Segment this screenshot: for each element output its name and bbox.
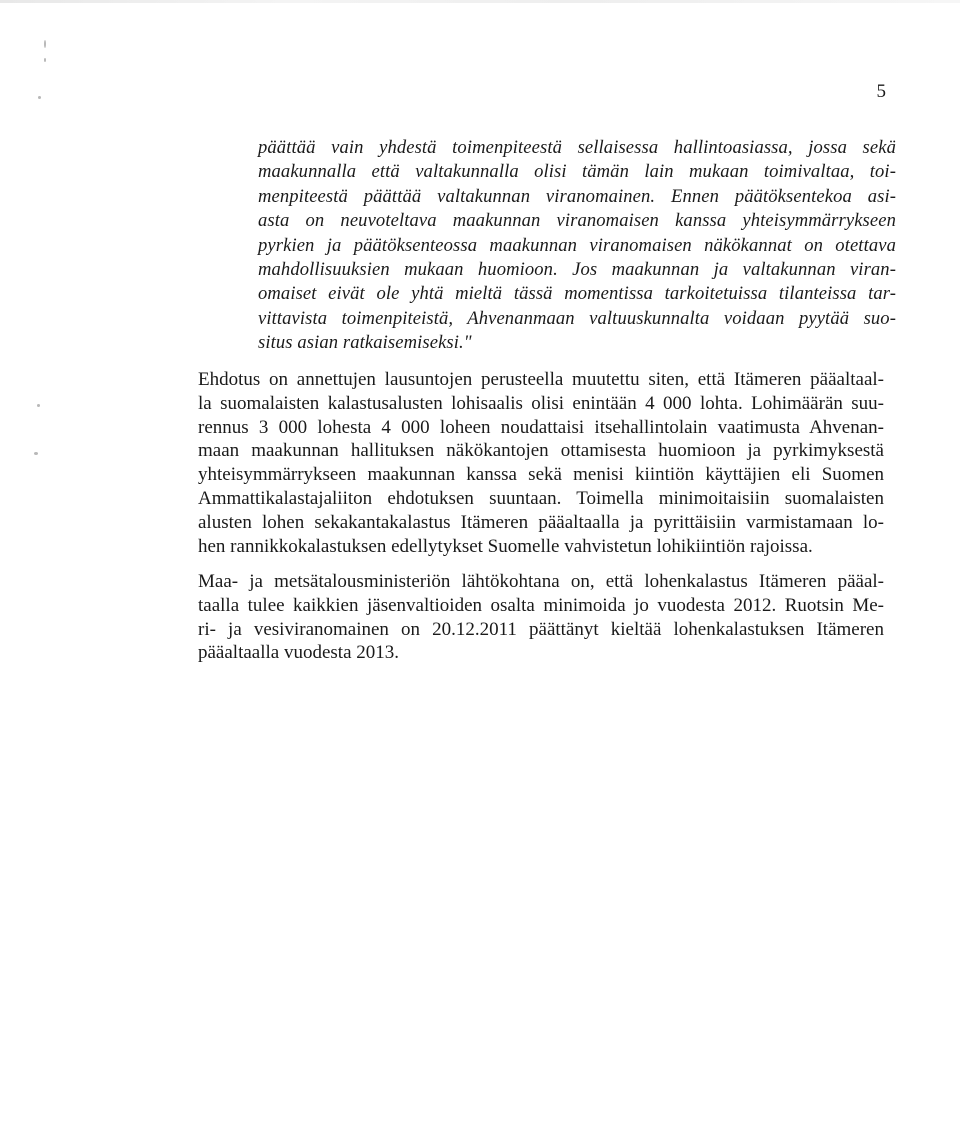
quote-line: asta on neuvoteltava maakunnan viranomaisen kanssa yhteisymmärrykseen <box>258 210 896 232</box>
quote-line: vittavista toimenpiteistä, Ahvenanmaan valtuuskunnalta voidaan pyytää suo- <box>258 307 896 329</box>
quote-line: maakunnalla että valtakunnalla olisi tämän lain mukaan toimivaltaa, toi- <box>258 161 896 183</box>
paragraph-line: maan maakunnan hallituksen näkökantojen ottamisesta huomioon ja pyrkimyksestä <box>198 440 884 462</box>
quote-line: situs asian ratkaisemiseksi." <box>258 332 472 354</box>
quote-line: pyrkien ja päätöksenteossa maakunnan viranomaisen näkökannat on otettava <box>258 234 896 256</box>
scan-edge <box>0 0 960 3</box>
paragraph-line: pääaltaalla vuodesta 2013. <box>198 642 400 664</box>
paragraph-line: la suomalaisten kalastusalusten lohisaalis olisi enintään 4 000 lohta. Lohimäärän suu- <box>198 392 884 414</box>
paragraph-line: yhteisymmärrykseen maakunnan kanssa sekä menisi kiintiön käyttäjien eli Suomen <box>198 464 884 486</box>
paragraph-line: Ammattikalastajaliiton ehdotuksen suuntaan. Toimella minimoitaisiin suomalaisten <box>198 487 884 509</box>
paragraph-line: rennus 3 000 lohesta 4 000 loheen noudattaisi itsehallintolain vaatimusta Ahvenan- <box>198 416 884 438</box>
scan-speck <box>44 58 46 62</box>
scan-speck <box>44 40 46 48</box>
quote-line: mahdollisuuksien mukaan huomioon. Jos maakunnan ja valtakunnan viran- <box>258 259 896 281</box>
quote-line: päättää vain yhdestä toimenpiteestä sellaisessa hallintoasiassa, jossa sekä <box>258 137 896 158</box>
paragraph-line: alusten lohen sekakantakalastus Itämeren pääaltaalla ja pyrittäisiin varmistamaan lo- <box>198 511 884 533</box>
paragraph-line: Maa- ja metsätalousministeriön lähtökohtana on, että lohenkalastus Itämeren pääal- <box>198 571 884 592</box>
paragraph-line: taalla tulee kaikkien jäsenvaltioiden osalta minimoida jo vuodesta 2012. Ruotsin Me- <box>198 594 884 616</box>
scan-speck <box>37 404 40 407</box>
body-paragraph <box>198 368 884 558</box>
quoted-legal-text <box>258 136 896 356</box>
page-number: 5 <box>876 81 886 102</box>
body-paragraph <box>198 570 884 665</box>
paragraph-line: Ehdotus on annettujen lausuntojen perusteella muutettu siten, että Itämeren pääaltaal- <box>198 369 884 390</box>
paragraph-line: ri- ja vesiviranomainen on 20.12.2011 päättänyt kieltää lohenkalastuksen Itämeren <box>198 618 884 640</box>
quote-line: menpiteestä päättää valtakunnan viranomainen. Ennen päätöksentekoa asi- <box>258 185 896 207</box>
paragraph-line: hen rannikkokalastuksen edellytykset Suomelle vahvistetun lohikiintiön rajoissa. <box>198 535 813 557</box>
quote-line: omaiset eivät ole yhtä mieltä tässä momentissa tarkoitetuissa tilanteissa tar- <box>258 283 896 305</box>
scan-speck <box>34 452 38 455</box>
scan-speck <box>38 96 41 99</box>
